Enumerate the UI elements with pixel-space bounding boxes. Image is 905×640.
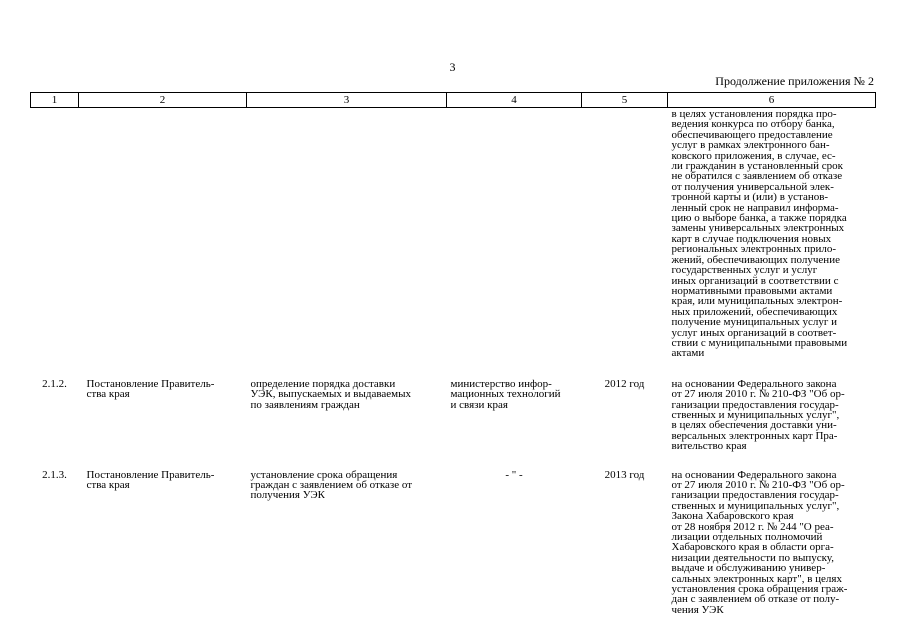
header-col-3: 3: [247, 93, 447, 108]
content-line: граждан с заявлением об отказе от: [250, 479, 413, 491]
content-cell: [247, 108, 447, 359]
basis-line: услуг иных организаций в соответ-: [671, 326, 837, 339]
content-cell: [247, 359, 447, 452]
executor-line: и связи края: [450, 398, 508, 411]
doc-line: ства края: [86, 479, 130, 491]
executor-line: министерство инфор-: [450, 377, 552, 390]
executor-cell: [447, 452, 582, 616]
basis-line: от 27 июля 2010 г. № 210-ФЗ "Об ор-: [671, 388, 845, 401]
content-line: по заявлениям граждан: [250, 398, 360, 411]
basis-line: выдаче и обслуживанию универ-: [671, 562, 826, 575]
row-number: 2.1.2.: [42, 377, 67, 390]
header-col-5: 5: [582, 93, 668, 108]
document-type: [79, 452, 247, 616]
basis-line: услуг в рамках электронного бан-: [671, 139, 830, 152]
basis-line: ственных и муниципальных услуг",: [671, 408, 840, 421]
content-cell: [247, 452, 447, 616]
basis-line: карт в случае подключения новых: [671, 232, 832, 245]
basis-line: ковского приложения, в случае, ес-: [671, 149, 836, 162]
header-col-1: 1: [31, 93, 79, 108]
basis-line: в целях обеспечения доставки уни-: [671, 419, 837, 432]
content-line: установление срока обращения: [250, 468, 398, 481]
basis-line: лизации отдельных полномочий: [671, 531, 823, 544]
header-col-4: 4: [447, 93, 582, 108]
basis-line: чения УЭК: [671, 603, 724, 616]
basis-cell: [668, 452, 876, 616]
basis-line: ленный срок не направил информа-: [671, 201, 839, 214]
continuation-label: Продолжение приложения № 2: [715, 74, 874, 88]
year-cell: 2013 год: [604, 468, 645, 481]
content-line: определение порядка доставки: [250, 377, 396, 390]
basis-line: вительство края: [671, 440, 747, 453]
table-row: [31, 359, 876, 452]
executor-line: мационных технологий: [450, 388, 561, 401]
basis-line: на основании Федерального закона: [671, 377, 837, 390]
executor-ditto: - " -: [505, 468, 523, 481]
table-row: [31, 108, 876, 359]
basis-line: тронной карты и (или) в установ-: [671, 191, 829, 204]
basis-line: ствии с муниципальными правовыми: [671, 336, 848, 349]
basis-line: ных приложений, обеспечивающих: [671, 305, 838, 318]
table-row: [31, 452, 876, 616]
basis-line: в целях установления порядка про-: [671, 108, 837, 120]
basis-line: от 28 ноября 2012 г. № 244 "О реа-: [671, 520, 834, 533]
basis-line: иных организаций в соответствии с: [671, 274, 839, 287]
basis-line: края, или муниципальных электрон-: [671, 295, 843, 308]
basis-line: получение муниципальных услуг и: [671, 316, 837, 329]
row-number: 2.1.3.: [42, 468, 67, 481]
header-col-2: 2: [79, 93, 247, 108]
basis-cell: [668, 359, 876, 452]
content-line: получения УЭК: [250, 489, 325, 502]
content-line: УЭК, выпускаемых и выдаваемых: [250, 388, 412, 401]
year-cell: 2012 год: [604, 377, 645, 390]
basis-line: сальных электронных карт", в целях: [671, 572, 842, 585]
basis-line: замены универсальных электронных: [671, 222, 845, 235]
basis-line: низации деятельности по выпуску,: [671, 551, 834, 564]
year-cell: [582, 108, 668, 359]
basis-line: обеспечивающего предоставление: [671, 128, 833, 141]
basis-line: версальных электронных карт Пра-: [671, 429, 838, 442]
doc-line: ства края: [86, 388, 130, 401]
basis-cell: [668, 108, 876, 359]
basis-line: установления срока обращения граж-: [671, 583, 848, 596]
basis-line: жений, обеспечивающих получение: [671, 253, 840, 266]
basis-line: государственных услуг и услуг: [671, 264, 818, 277]
page-number: 3: [449, 60, 456, 74]
basis-line: не обратился с заявлением об отказе: [671, 170, 843, 183]
basis-line: региональных электронных прило-: [671, 243, 837, 256]
basis-line: цию о выборе банка, а также порядка: [671, 212, 847, 225]
basis-line: Закона Хабаровского края: [671, 510, 794, 523]
basis-line: Хабаровского края в области орга-: [671, 541, 834, 554]
document-type: [79, 359, 247, 452]
appendix-table: [30, 92, 876, 615]
basis-line: актами: [671, 347, 705, 360]
executor-cell: [447, 359, 582, 452]
basis-line: ли гражданин в установленный срок: [671, 160, 843, 173]
basis-line: ганизации предоставления государ-: [671, 489, 839, 502]
document-type: [79, 108, 247, 359]
executor-cell: [447, 108, 582, 359]
row-number: [31, 108, 79, 359]
basis-line: от получения универсальной элек-: [671, 180, 834, 193]
basis-line: нормативными правовыми актами: [671, 284, 833, 297]
doc-line: Постановление Правитель-: [86, 468, 215, 481]
basis-line: от 27 июля 2010 г. № 210-ФЗ "Об ор-: [671, 479, 845, 491]
basis-line: ганизации предоставления государ-: [671, 398, 839, 411]
basis-line: на основании Федерального закона: [671, 468, 837, 481]
basis-line: дан с заявлением об отказе от полу-: [671, 593, 840, 606]
header-row: [31, 93, 876, 108]
doc-line: Постановление Правитель-: [86, 377, 215, 390]
basis-line: ственных и муниципальных услуг",: [671, 499, 840, 512]
header-col-6: 6: [668, 93, 876, 108]
basis-line: ведения конкурса по отбору банка,: [671, 118, 835, 131]
